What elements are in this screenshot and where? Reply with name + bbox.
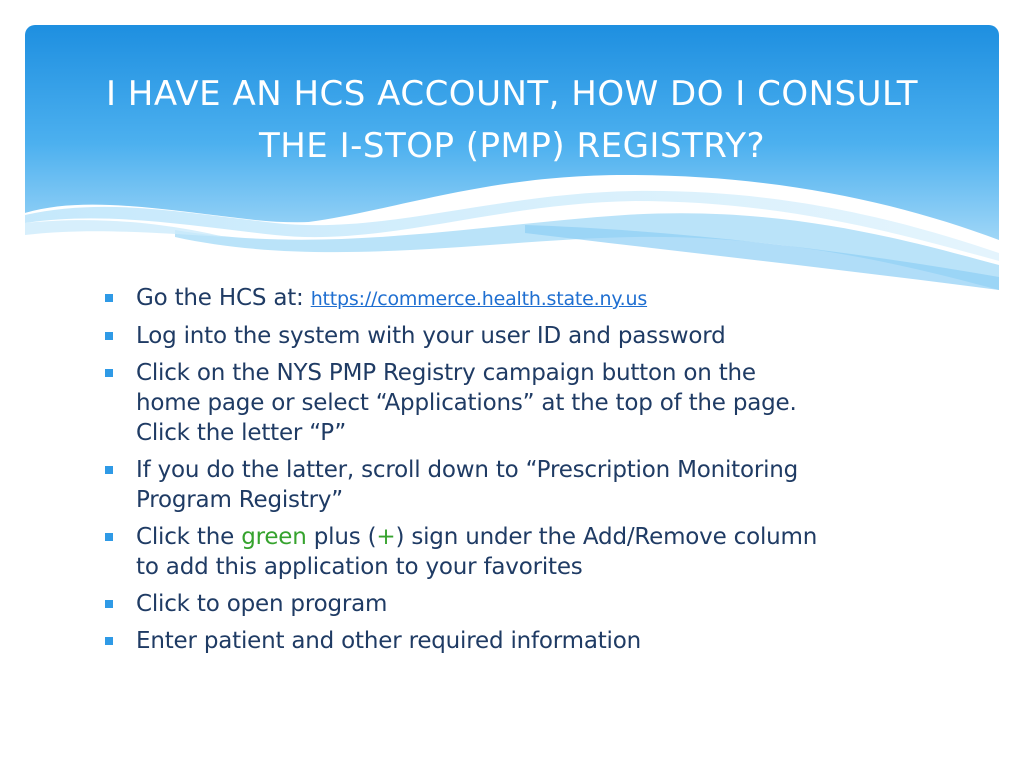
square-bullet-icon xyxy=(105,466,113,474)
bullet-text-line: to add this application to your favorites xyxy=(136,554,583,580)
bullet-text: Log into the system with your user ID and password xyxy=(136,323,726,349)
bullet-text: ) sign under the Add/Remove column xyxy=(395,524,818,550)
bullet-item xyxy=(102,321,952,351)
square-bullet-icon xyxy=(105,637,113,645)
bullet-text-line: Program Registry” xyxy=(136,487,344,513)
title-line-1: I HAVE AN HCS ACCOUNT, HOW DO I CONSULT xyxy=(105,74,919,114)
plus-sign: + xyxy=(376,524,396,550)
bullet-text-line: Click the letter “P” xyxy=(136,420,347,446)
bullet-text: Click to open program xyxy=(136,591,388,617)
bullet-text-line: Click on the NYS PMP Registry campaign button on the xyxy=(136,360,756,386)
slide-title xyxy=(25,68,999,172)
bullet-text-line: If you do the latter, scroll down to “Prescription Monitoring xyxy=(136,457,799,483)
square-bullet-icon xyxy=(105,369,113,377)
bullet-item xyxy=(102,626,952,656)
bullet-text: Enter patient and other required information xyxy=(136,628,641,654)
bullet-text: plus ( xyxy=(306,524,377,550)
bullet-text: Go the HCS at: xyxy=(136,285,311,311)
bullet-text-line: home page or select “Applications” at the top of the page. xyxy=(136,390,797,416)
bullet-list xyxy=(102,283,952,663)
bullet-item xyxy=(102,589,952,619)
green-word: green xyxy=(241,524,307,550)
square-bullet-icon xyxy=(105,533,113,541)
bullet-item xyxy=(102,522,952,582)
square-bullet-icon xyxy=(105,600,113,608)
bullet-text: Click the xyxy=(136,524,242,550)
bullet-item xyxy=(102,455,952,515)
square-bullet-icon xyxy=(105,294,113,302)
title-line-2: THE I-STOP (PMP) REGISTRY? xyxy=(258,126,766,166)
bullet-item xyxy=(102,358,952,448)
square-bullet-icon xyxy=(105,332,113,340)
hcs-link[interactable]: https://commerce.health.state.ny.us xyxy=(310,288,648,310)
bullet-item xyxy=(102,283,952,314)
